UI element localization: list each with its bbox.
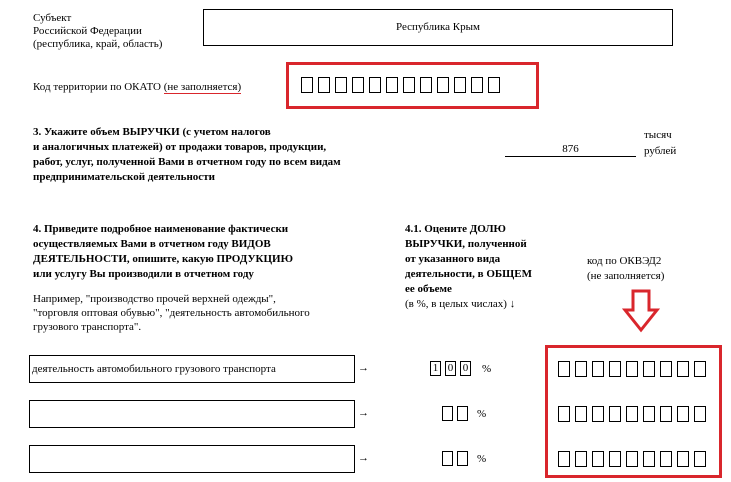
code-cell[interactable] [335,77,347,93]
code-cell[interactable] [318,77,330,93]
q41-line: ее объеме [405,283,452,295]
subject-label-line: Субъект [33,12,72,24]
code-cell[interactable] [488,77,500,93]
subject-label [33,12,162,51]
q41-line: 4.1. Оцените ДОЛЮ [405,223,506,235]
share-digit [442,406,453,421]
revenue-field[interactable] [505,143,636,157]
code-cell[interactable] [403,77,415,93]
row-arrow-icon: → [358,407,369,419]
code-cell[interactable] [609,406,621,422]
okato-label-row [33,81,241,94]
revenue-unit [644,127,676,159]
q41-line: деятельности, в ОБЩЕМ [405,268,532,280]
q3-line: 3. Укажите объем ВЫРУЧКИ (с учетом налогов [33,126,271,138]
code-cell[interactable] [660,451,672,467]
code-cell[interactable] [609,361,621,377]
code-cell[interactable] [558,406,570,422]
share-digit [457,451,468,466]
activity-field[interactable] [29,400,355,428]
code-cell[interactable] [643,451,655,467]
code-cell[interactable] [694,361,706,377]
code-cell[interactable] [454,77,466,93]
row-arrow-icon: → [358,452,369,464]
code-cell[interactable] [471,77,483,93]
code-cell[interactable] [420,77,432,93]
row-arrow-icon: → [358,362,369,374]
percent-sign: % [482,363,492,375]
code-cell[interactable] [558,361,570,377]
share-digit: 1 [430,361,441,376]
revenue-unit-line: рублей [644,145,677,157]
code-cell[interactable] [643,361,655,377]
code-cell[interactable] [626,361,638,377]
code-cell[interactable] [575,451,587,467]
code-cell[interactable] [660,406,672,422]
code-cell[interactable] [694,451,706,467]
q41-text [405,222,532,312]
code-cell[interactable] [677,361,689,377]
activity-field[interactable] [29,445,355,473]
okato-note: (не заполняется) [163,81,242,93]
okved-label-text: код по ОКВЭД2 [587,255,662,267]
q4-example [33,292,310,334]
okved-note: (не заполняется) [587,270,665,282]
q41-line: ВЫРУЧКИ, полученной [405,238,527,250]
code-cell[interactable] [437,77,449,93]
code-cell[interactable] [575,361,587,377]
revenue-value: 876 [562,143,579,155]
down-arrow-icon [622,289,660,333]
code-cell[interactable] [301,77,313,93]
okato-label: Код территории по ОКАТО [33,81,161,93]
activity-field[interactable] [29,355,355,383]
code-cell[interactable] [626,406,638,422]
code-cell[interactable] [609,451,621,467]
activity-value: деятельность автомобильного грузового транспорта [32,363,276,375]
code-cell[interactable] [592,406,604,422]
q41-line: (в %, в целых числах) ↓ [405,298,516,310]
share-digit [457,406,468,421]
q4-text [33,222,293,282]
code-cell[interactable] [660,361,672,377]
subject-label-line: (республика, край, область) [33,38,163,50]
code-cell[interactable] [369,77,381,93]
q4-line: или услугу Вы производили в отчетном году [33,268,254,280]
q3-line: предпринимательской деятельности [33,171,215,183]
q4-example-line: Например, "производство прочей верхней одежды", [33,293,276,305]
q4-line: ДЕЯТЕЛЬНОСТИ, опишите, какую ПРОДУКЦИЮ [33,253,293,265]
share-digit: 0 [445,361,456,376]
q4-example-line: грузового транспорта". [33,321,142,333]
okved-label [587,254,664,284]
q4-line: 4. Приведите подробное наименование фактически [33,223,289,235]
code-cell[interactable] [352,77,364,93]
code-cell[interactable] [626,451,638,467]
subject-label-line: Российской Федерации [33,25,142,37]
code-cell[interactable] [643,406,655,422]
percent-sign: % [477,453,487,465]
q41-line: от указанного вида [405,253,501,265]
q4-line: осуществляемых Вами в отчетном году ВИДОВ [33,238,271,250]
code-cell[interactable] [677,451,689,467]
code-cell[interactable] [694,406,706,422]
q4-example-line: "торговля оптовая обувью", "деятельность автомобильного [33,307,310,319]
q3-line: работ, услуг, полученной Вами в отчетном году по всем видам [33,156,341,168]
code-cell[interactable] [386,77,398,93]
percent-sign: % [477,408,487,420]
share-digit [442,451,453,466]
code-cell[interactable] [575,406,587,422]
q3-line: и аналогичных платежей) от продажи товаров, продукции, [33,141,327,153]
code-cell[interactable] [592,361,604,377]
subject-field[interactable] [203,9,673,46]
code-cell[interactable] [558,451,570,467]
revenue-unit-line: тысяч [644,129,672,141]
share-digit: 0 [460,361,471,376]
code-cell[interactable] [592,451,604,467]
q3-text [33,125,341,185]
subject-value: Республика Крым [396,21,480,33]
code-cell[interactable] [677,406,689,422]
